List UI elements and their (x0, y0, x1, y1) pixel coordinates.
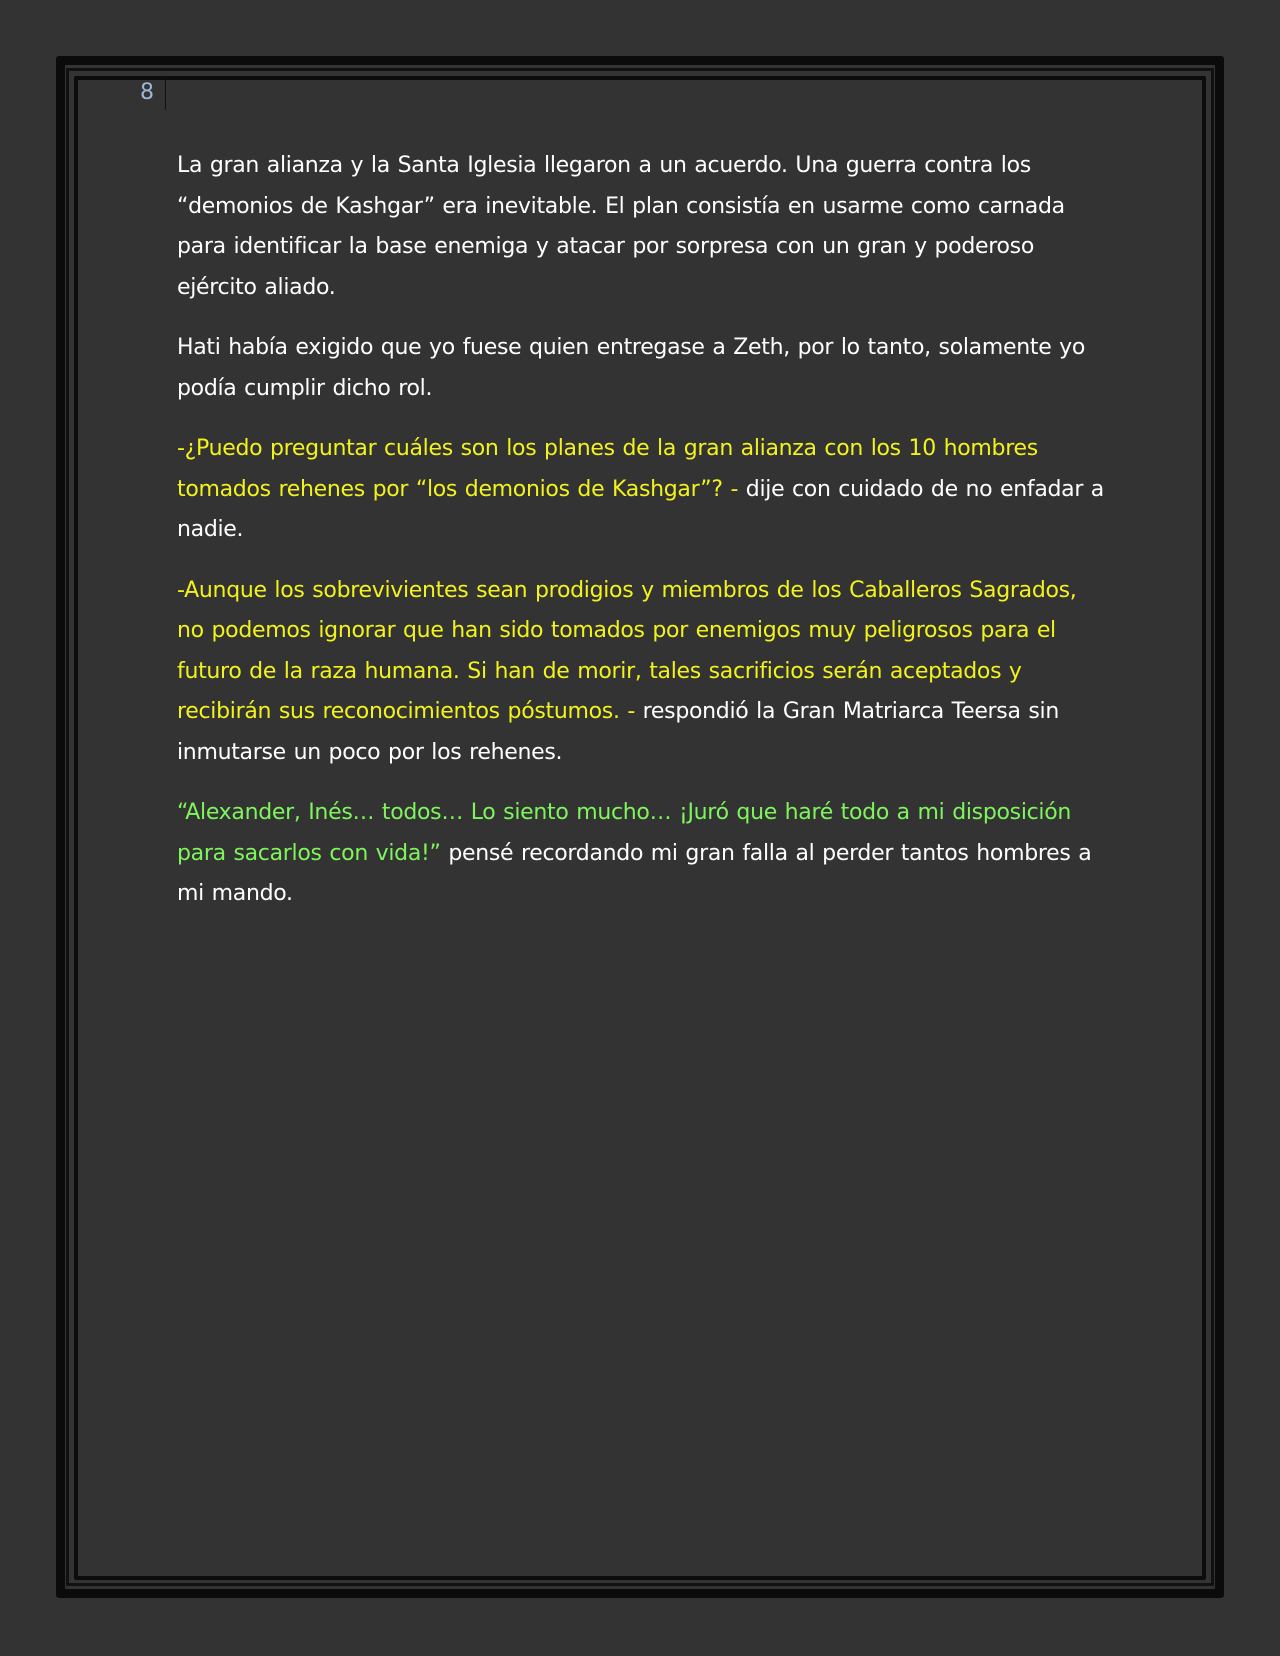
dialogue-text: -¿Puedo preguntar cuáles son los planes de la gran alianza con los 10 hombres tomados rehenes por “los demonios de Kashgar”? - (177, 436, 1038, 502)
paragraph-dialogue-question (177, 429, 1107, 551)
page-number: 8 (140, 80, 154, 105)
paragraph-dialogue-matriarch (177, 571, 1107, 774)
narration-text: pensé recordando mi gran falla al perder tantos hombres a mi mando. (177, 840, 1092, 906)
narration-text: La gran alianza y la Santa Iglesia llegaron a un acuerdo. Una guerra contra los “demonios de Kashgar” era inevitable. El plan consistía en usarme como carnada para identificar la base enemiga y atacar por sorpresa con un gran y poderoso ejército aliado. (177, 153, 1065, 300)
narration-text: respondió la Gran Matriarca Teersa sin inmutarse un poco por los rehenes. (177, 699, 1059, 765)
paragraph-narration-hati (177, 328, 1107, 409)
page-body (177, 146, 1107, 935)
paragraph-thought (177, 793, 1107, 915)
page-number-divider (165, 78, 166, 110)
dialogue-text: -Aunque los sobrevivientes sean prodigios y miembros de los Caballeros Sagrados, no podemos ignorar que han sido tomados por enemigos muy peligrosos para el futuro de la raza humana. Si han de morir, tales sacrificios serán aceptados y recibirán sus reconocimientos póstumos. - (177, 577, 1077, 724)
narration-text: dije con cuidado de no enfadar a nadie. (177, 476, 1104, 542)
thought-text: “Alexander, Inés… todos… Lo siento mucho… ¡Juró que haré todo a mi disposición para sacarlos con vida!” (177, 800, 1072, 866)
paragraph-narration-alliance (177, 146, 1107, 308)
narration-text: Hati había exigido que yo fuese quien entregase a Zeth, por lo tanto, solamente yo podía cumplir dicho rol. (177, 335, 1086, 401)
